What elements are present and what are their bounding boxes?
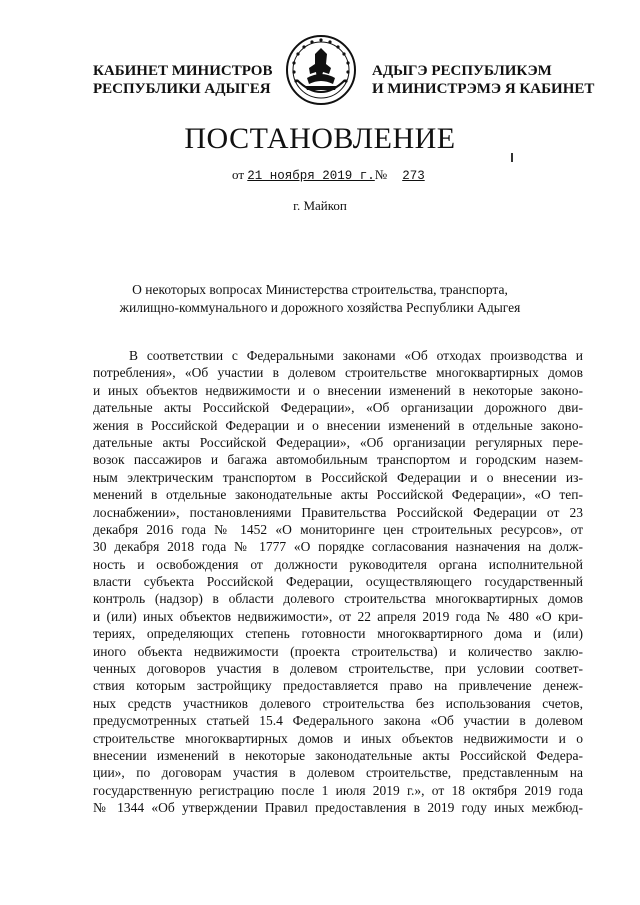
document-body xyxy=(93,347,583,817)
body-line: контроль (надзор) в области долевого строительства многоквартирных домов xyxy=(93,591,583,607)
city: г. Майкоп xyxy=(293,198,347,213)
stray-ink-mark xyxy=(511,153,513,162)
number-label: № xyxy=(374,167,388,182)
body-line: декабря 2016 года № 1452 «О мониторинге цен строительных ресурсов», от xyxy=(93,521,583,537)
body-line: предусмотренных статьей 15.4 Федерального закона «Об участии в долевом xyxy=(93,713,583,729)
header-right-line1: АДЫГЭ РЕСПУБЛИКЭМ xyxy=(372,63,552,79)
body-line: лоснабжении», постановлениями Правительства Российской Федерации от 23 xyxy=(93,504,583,520)
dateline xyxy=(232,167,436,183)
body-line: иного объекта недвижимости (проекта строительства) и количество заклю- xyxy=(93,643,583,659)
document-title: ПОСТАНОВЛЕНИЕ xyxy=(184,122,456,155)
body-line: дательные акты Российской Федерации», «Об организации регулярных пере- xyxy=(93,434,583,450)
body-line: ность и освобождения от должности руководителя органа исполнительной xyxy=(93,556,583,572)
body-line: ции», по договорам участия в долевом строительстве, представленным на xyxy=(93,765,583,781)
body-line: ных средств участников долевого строительства без использования счетов, xyxy=(93,695,583,711)
body-line: териях, определяющих степень готовности многоквартирного дома и (или) xyxy=(93,626,583,642)
document-number: 273 xyxy=(402,169,425,183)
dateline-prefix: от xyxy=(232,167,245,182)
adygea-coat-of-arms-icon xyxy=(285,34,357,106)
body-line: возок пассажиров и багажа автомобильным транспортом и городским назем- xyxy=(93,452,583,468)
body-line: В соответствии с Федеральными законами «Об отходах производства и xyxy=(129,348,583,363)
header-right-line2: И МИНИСТРЭМЭ Я КАБИНЕТ xyxy=(372,81,595,97)
body-line: № 1344 «Об утверждении Правил предоставления в 2019 году иных межбюд- xyxy=(93,800,583,816)
document-date: 21 ноября 2019 г. xyxy=(247,169,375,183)
body-line: жения в Российской Федерации и о внесении изменений в отдельные законо- xyxy=(93,417,583,433)
body-line: и иных объектов недвижимости и о внесении изменений в некоторые законо- xyxy=(93,382,583,398)
document-subject xyxy=(80,281,560,317)
header-right xyxy=(372,62,594,98)
body-line: и (или) иных объектов недвижимости», от 22 апреля 2019 года № 480 «О кри- xyxy=(93,608,583,624)
body-line: ствия которым застройщику предоставляется право на привлечение денеж- xyxy=(93,678,583,694)
body-line: ным электрическим транспортом в Российской Федерации и о внесении из- xyxy=(93,469,583,485)
body-line: государственную регистрацию после 1 июля 2019 г.», от 18 октября 2019 года xyxy=(93,782,583,798)
body-line: строительстве многоквартирных домов и иных объектов недвижимости и о xyxy=(93,730,583,746)
body-line: дательные акты Российской Федерации», «Об организации дорожного дви- xyxy=(93,400,583,416)
header-left-line1: КАБИНЕТ МИНИСТРОВ xyxy=(93,63,273,79)
header-left-line2: РЕСПУБЛИКИ АДЫГЕЯ xyxy=(93,81,271,97)
subject-line: жилищно-коммунального и дорожного хозяйства Республики Адыгея xyxy=(119,300,521,315)
body-line: менений в отдельные законодательные акты Российской Федерации», «О теп- xyxy=(93,487,583,503)
body-line: ченных договоров участия в долевом строительстве, при условии соответ- xyxy=(93,661,583,677)
body-line: власти субъекта Российской Федерации, осуществляющего государственный xyxy=(93,574,583,590)
body-line: потребления», «Об участии в долевом строительстве многоквартирных домов xyxy=(93,365,583,381)
body-line: внесении изменений в некоторые законодательные акты Российской Федера- xyxy=(93,747,583,763)
subject-line: О некоторых вопросах Министерства строительства, транспорта, xyxy=(132,282,508,297)
body-line: 30 декабря 2018 года № 1777 «О порядке согласования назначения на долж- xyxy=(93,539,583,555)
header-left xyxy=(93,62,272,98)
